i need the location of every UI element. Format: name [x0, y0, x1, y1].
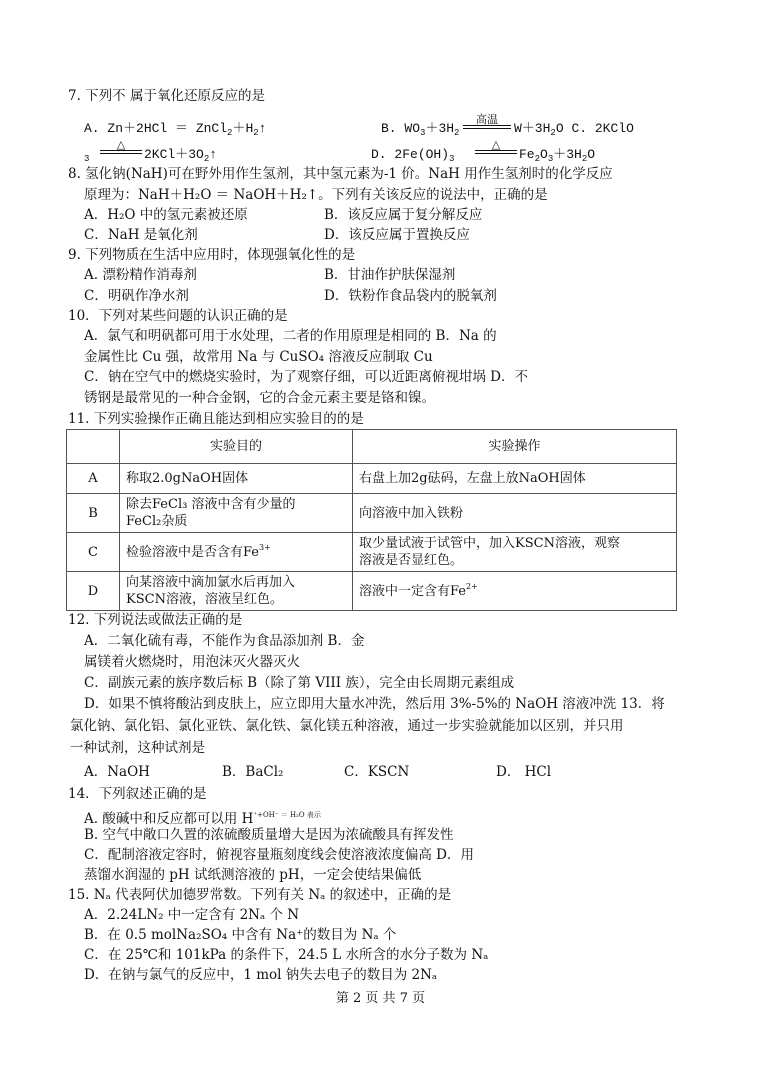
q14-option-c-cont: 蒸馏水润湿的 pH 试纸测溶液的 pH，一定会使结果偏低 [84, 867, 422, 883]
high-temp-condition: 高温 [463, 114, 511, 129]
operation-cell: 溶液中一定含有$Fe^{2+}$ [353, 572, 677, 611]
q15-option-c: C．在 25℃和 101kPa 的条件下，24.5 L 水所含的水分子数为 Nₐ [84, 947, 489, 963]
table-header-row [67, 430, 677, 464]
q14-option-c: C．配制溶液定容时，俯视容量瓶刻度线会使溶液浓度偏高 D．用 [84, 847, 474, 863]
q12-line-4: D．如果不慎将酸沾到皮肤上，应立即用大量水冲洗，然后用 3%-5%的 NaOH 溶液冲洗 13．将 [84, 696, 665, 712]
q11-stem: 11. 下列实验操作正确且能达到相应实验目的的是 [68, 411, 364, 427]
q7-option-d-products: $Fe_2O_3+3H_2O$ [519, 147, 596, 164]
row-label: D [67, 572, 120, 611]
table-row [67, 494, 677, 533]
purpose-cell: 向某溶液中滴加氯水后再加入 KSCN溶液，溶液呈红色。 [120, 572, 353, 611]
q9-option-c: C．明矾作净水剂 [84, 288, 189, 304]
q7-option-d: D. $2Fe(OH)_3$ [371, 147, 455, 164]
q10-line-1: A．氯气和明矾都可用于水处理，二者的作用原理是相同的 B．Na 的 [84, 328, 497, 344]
q15-option-b: B．在 0.5 molNa₂SO₄ 中含有 Na⁺的数目为 Nₐ 个 [84, 927, 397, 943]
q12-stem: 12. 下列说法或做法正确的是 [68, 612, 243, 628]
row-label: A [67, 464, 120, 494]
purpose-cell: 检验溶液中是否含有$Fe^{3+}$ [120, 533, 353, 572]
q15-option-d: D．在钠与氯气的反应中，1 mol 钠失去电子的数目为 2Nₐ [84, 967, 438, 983]
q8-option-d: D．该反应属于置换反应 [324, 227, 470, 243]
q12-line-2: 属镁着火燃烧时，用泡沫灭火器灭火 [84, 654, 300, 670]
q7-option-b-products: $W+3H_2O$ C. 2KClO [514, 121, 634, 138]
q10-line-2: 金属性比 Cu 强，故常用 Na 与 CuSO₄ 溶液反应制取 Cu [84, 349, 433, 365]
q14-option-a: A. 酸碱中和反应都可以用 $H^{^++OH^- = H_2O 表示}$ [84, 811, 321, 827]
purpose-cell: 称取2.0gNaOH固体 [120, 464, 353, 494]
q8-option-c: C．NaH 是氧化剂 [84, 227, 198, 243]
table-row [67, 533, 677, 572]
q7-option-c-cont: 3 [84, 154, 90, 164]
q15-stem: 15. Nₐ 代表阿伏加德罗常数。下列有关 Nₐ 的叙述中，正确的是 [68, 887, 452, 903]
row-label: B [67, 494, 120, 533]
q10-line-4: 锈钢是最常见的一种合金钢，它的合金元素主要是铬和镍。 [84, 390, 435, 406]
heat-condition-c: △ [100, 139, 142, 154]
q12-line-3: C．副族元素的族序数后标 B（除了第 VIII 族），完全由长周期元素组成 [84, 675, 515, 691]
q10-line-3: C．钠在空气中的燃烧实验时，为了观察仔细，可以近距离俯视坩埚 D．不 [84, 369, 528, 385]
q14-stem: 14．下列叙述正确的是 [68, 786, 207, 802]
table-header-cell: 实验目的 [120, 430, 353, 464]
q9-option-a: A. 漂粉精作消毒剂 [84, 267, 197, 283]
q14-option-b: B. 空气中敞口久置的浓硫酸质量增大是因为浓硫酸具有挥发性 [84, 827, 454, 843]
q12-line-6: 一种试剂，这种试剂是 [70, 740, 205, 756]
q7-option-b: B. $WO_3+3H_2$ [381, 121, 460, 138]
table-header-cell: 实验操作 [353, 430, 677, 464]
heat-condition-d: △ [475, 139, 517, 154]
purpose-cell: 除去FeCl₃ 溶液中含有少量的 FeCl₂杂质 [120, 494, 353, 533]
q7-option-c-products: $2KCl+3O_2↑$ [144, 147, 218, 164]
q13-option-a: A．NaOH [84, 764, 150, 780]
q8-line-1: 8. 氢化钠(NaH)可在野外用作生氢剂，其中氢元素为-1 价。NaH 用作生氢剂时的化学反应 [68, 166, 613, 182]
table-row [67, 572, 677, 611]
q12-line-1: A．二氧化硫有毒，不能作为食品添加剂 B．金 [84, 633, 365, 649]
q13-option-b: B．BaCl₂ [222, 764, 284, 780]
q9-option-b: B．甘油作护肤保湿剂 [324, 267, 456, 283]
q15-option-a: A．2.24LN₂ 中一定含有 2Nₐ 个 N [84, 907, 300, 923]
page-number: 第 2 页 共 7 页 [335, 991, 426, 1006]
table-row [67, 464, 677, 494]
q10-stem: 10．下列对某些问题的认识正确的是 [68, 308, 288, 324]
operation-cell: 向溶液中加入铁粉 [353, 494, 677, 533]
q13-option-c: C．KSCN [344, 764, 410, 780]
q7-option-a: A. $Zn+2HCl = ZnCl_2+H_2↑$ [84, 121, 267, 138]
q7-stem: 7. 下列不 属于氧化还原反应的是 [68, 88, 265, 104]
q9-stem: 9. 下列物质在生活中应用时，体现强氧化性的是 [68, 247, 356, 263]
table-header-cell [67, 430, 120, 464]
q9-option-d: D．铁粉作食品袋内的脱氧剂 [324, 288, 497, 304]
experiment-table [66, 429, 677, 611]
operation-cell: 右盘上加2g砝码，左盘上放NaOH固体 [353, 464, 677, 494]
q13-option-d: D． HCl [496, 764, 552, 780]
q8-option-a: A．H₂O 中的氢元素被还原 [84, 207, 248, 223]
q12-line-5: 氯化钠、氯化铝、氯化亚铁、氯化铁、氯化镁五种溶液，通过一步实验就能加以区别，并只用 [70, 718, 624, 734]
row-label: C [67, 533, 120, 572]
q8-option-b: B．该反应属于复分解反应 [324, 207, 483, 223]
q8-line-2: 原理为：NaH＋H₂O ＝ NaOH＋H₂↑。下列有关该反应的说法中，正确的是 [84, 187, 548, 203]
operation-cell: 取少量试液于试管中，加入KSCN溶液，观察 溶液是否显红色。 [353, 533, 677, 572]
